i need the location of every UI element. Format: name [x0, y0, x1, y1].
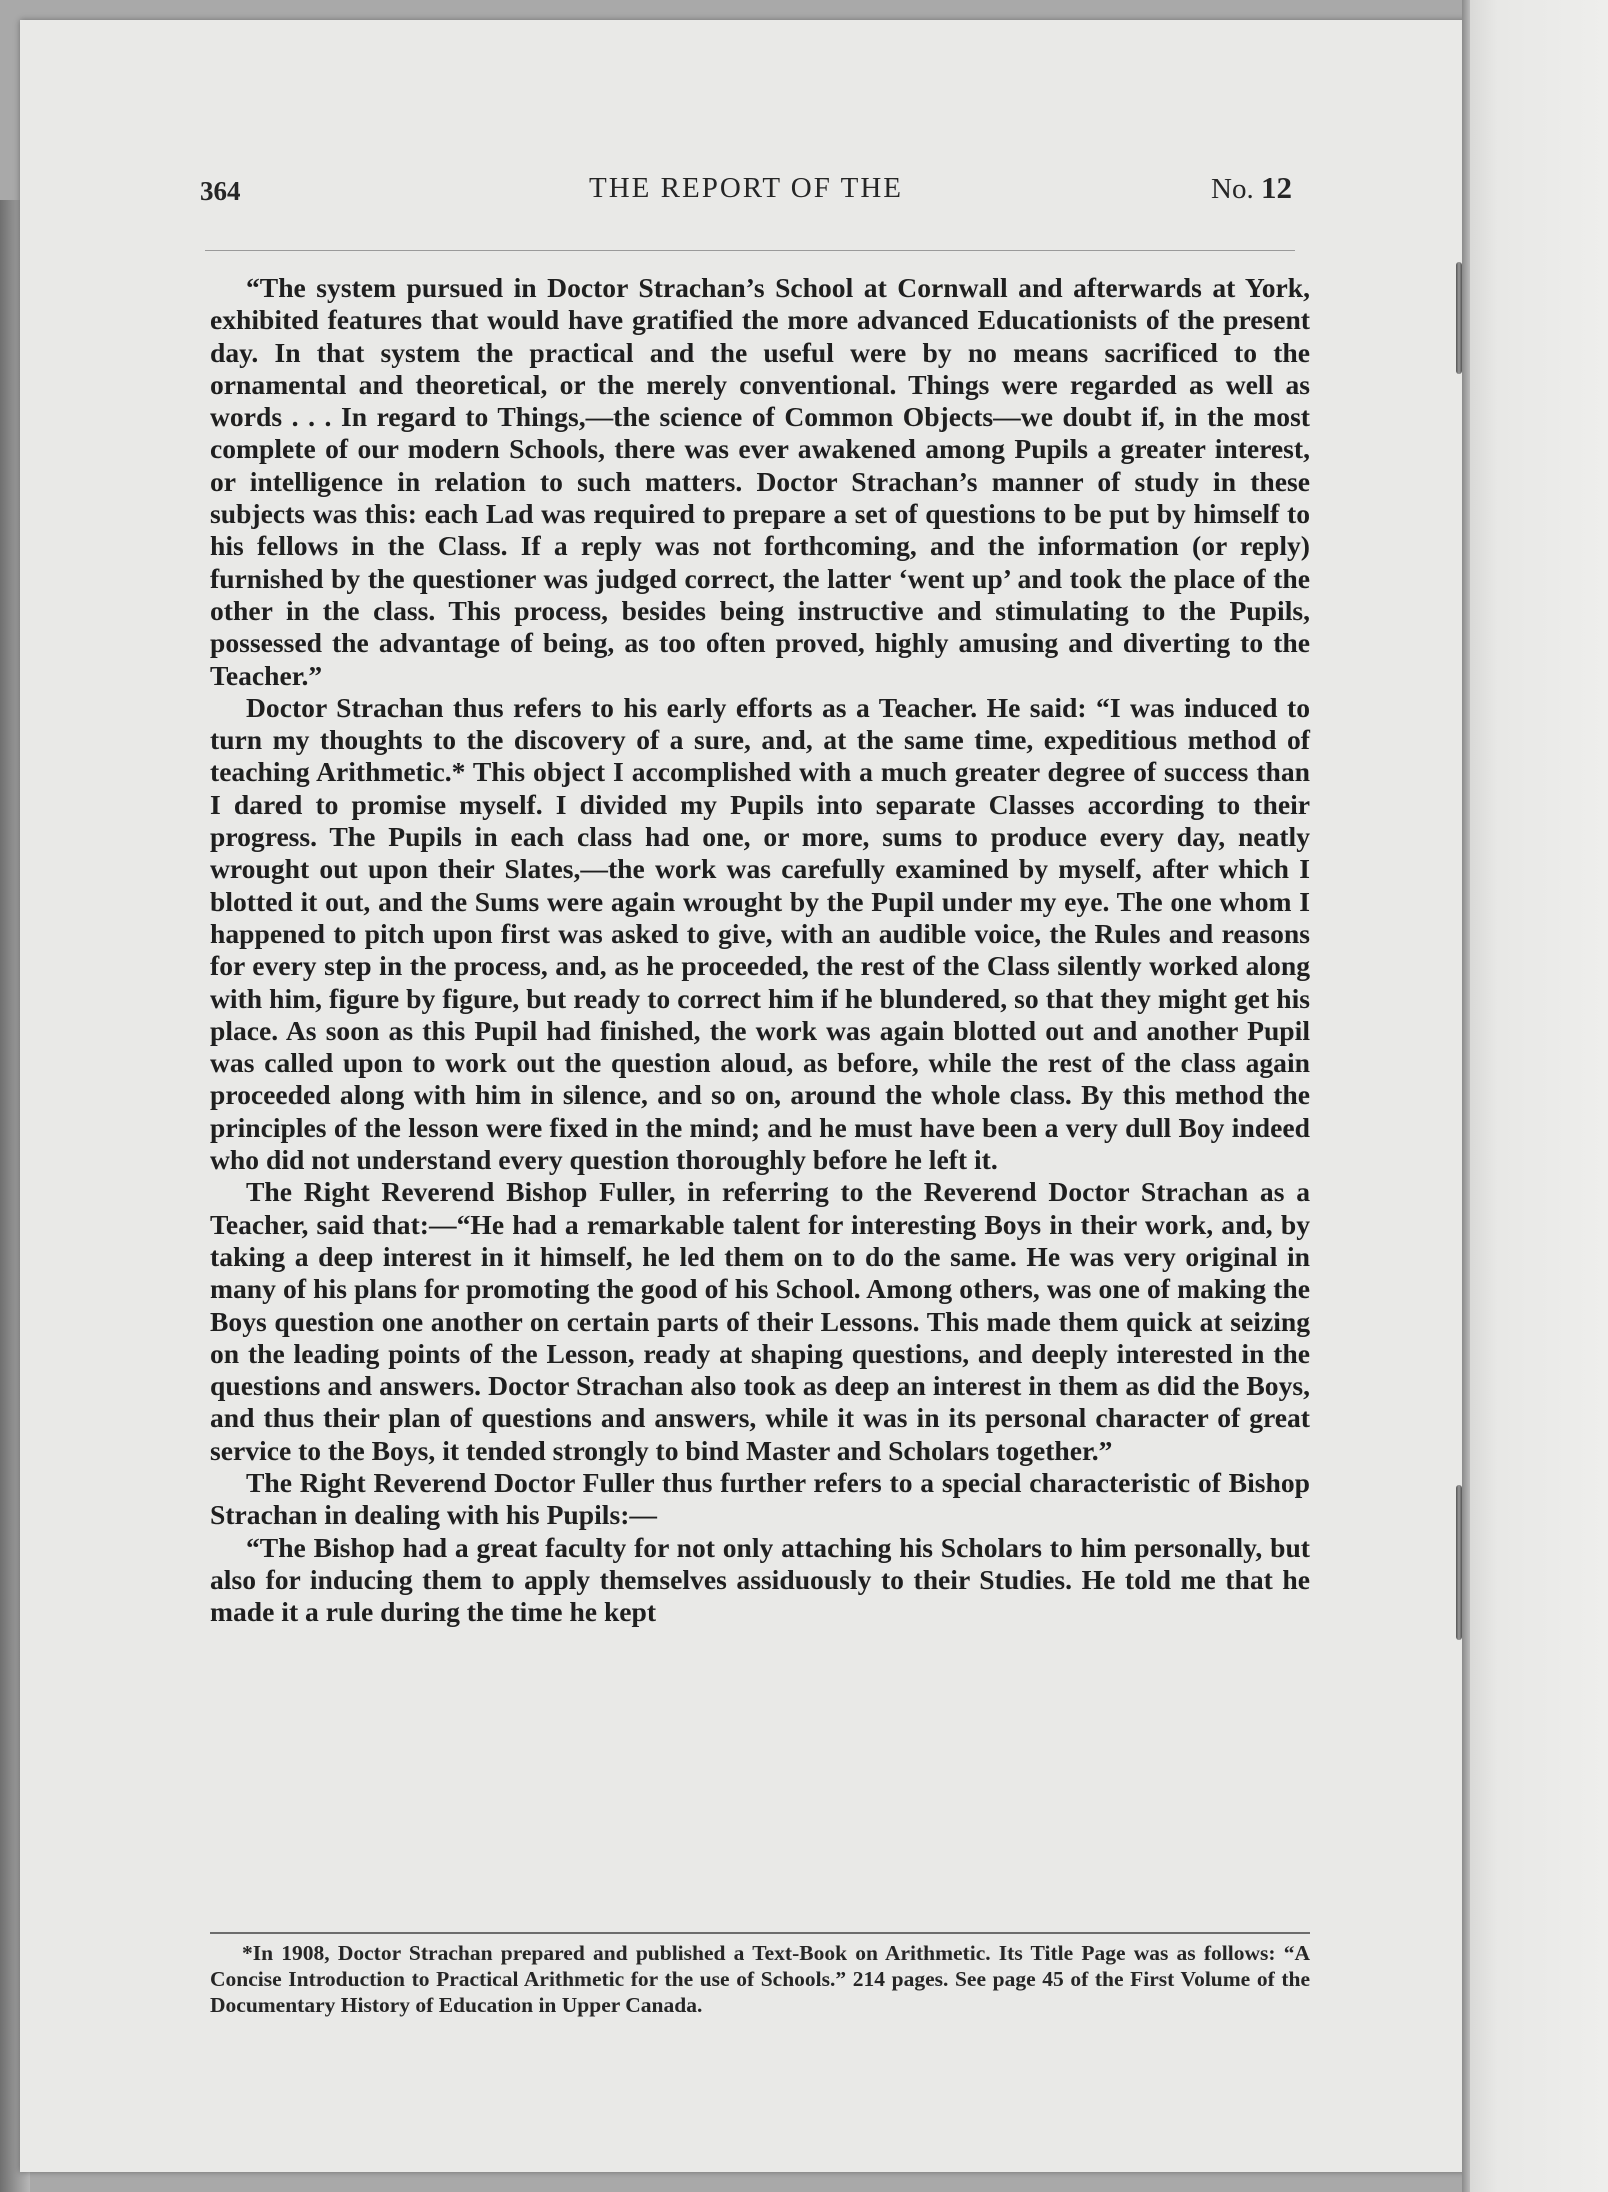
footnote-text: *In 1908, Doctor Strachan prepared and published a Text-Book on Arithmetic. Its Title Page was as follows: “A Concise Introduction to Practical Arithmetic for the use of Schools.” 214 pages. See page 45 of the First Volume of the Documentary History of Education in Upper Canada.: [210, 1941, 1310, 2017]
binding-mark: [1456, 1485, 1462, 1640]
binding-mark: [1456, 262, 1462, 374]
paragraph: The Right Reverend Doctor Fuller thus further refers to a special characteristic of Bishop Strachan in dealing with his Pupils:—: [210, 1466, 1310, 1531]
paragraph: “The system pursued in Doctor Strachan’s School at Cornwall and afterwards at York, exhibited features that would have gratified the more advanced Educationists of the present day. In that system the practical and the useful were by no means sacrificed to the ornamental and theoretical, or the merely conventional. Things were regarded as well as words . . . In regard to Things,—the science of Common Objects—we doubt if, in the most complete of our modern Schools, there was ever awakened among Pupils a greater interest, or intelligence in relation to such matters. Doctor Strachan’s manner of study in these subjects was this: each Lad was required to prepare a set of questions to be put by himself to his fellows in the Class. If a reply was not forthcoming, and the information (or reply) furnished by the questioner was judged correct, the latter ‘went up’ and took the place of the other in the class. This process, besides being instructive and stimulating to the Pupils, possessed the advantage of being, as too often proved, highly amusing and diverting to the Teacher.”: [210, 272, 1310, 691]
report-prefix: No.: [1211, 173, 1254, 205]
facing-page-edge: [1470, 0, 1608, 2192]
body-text: [210, 272, 1310, 1628]
paragraph: The Right Reverend Bishop Fuller, in referring to the Reverend Doctor Strachan as a Teacher, said that:—“He had a remarkable talent for interesting Boys in their work, and, by taking a deep interest in it himself, he led them on to do the same. He was very original in many of his plans for promoting the good of his School. Among others, was one of making the Boys question one another on certain parts of their Lessons. This made them quick at seizing on the leading points of the Lesson, ready at shaping questions, and deeply interested in the questions and answers. Doctor Strachan also took as deep an interest in them as did the Boys, and thus their plan of questions and answers, while it was in its personal character of great service to the Boys, it tended strongly to bind Master and Scholars together.”: [210, 1176, 1310, 1466]
running-title: THE REPORT OF THE: [589, 172, 903, 204]
footnote-rule: [210, 1932, 1310, 1934]
report-number-value: 12: [1261, 170, 1292, 205]
report-number: [1211, 170, 1292, 206]
header-rule: [205, 250, 1295, 251]
running-header: [200, 168, 1292, 214]
paragraph: “The Bishop had a great faculty for not only attaching his Scholars to him personally, but also for inducing them to apply themselves assiduously to their Studies. He told me that he made it a rule during the time he kept: [210, 1531, 1310, 1628]
paragraph: Doctor Strachan thus refers to his early efforts as a Teacher. He said: “I was induced to turn my thoughts to the discovery of a sure, and, at the same time, expeditious method of teaching Arithmetic.* This object I accomplished with a much greater degree of success than I dared to promise myself. I divided my Pupils into separate Classes according to their progress. The Pupils in each class had one, or more, sums to produce every day, neatly wrought out upon their Slates,—the work was carefully examined by myself, after which I blotted it out, and the Sums were again wrought by the Pupil under my eye. The one whom I happened to pitch upon first was asked to give, with an audible voice, the Rules and reasons for every step in the process, and, as he proceeded, the rest of the Class silently worked along with him, figure by figure, but ready to correct him if he blundered, so that they might get his place. As soon as this Pupil had finished, the work was again blotted out and another Pupil was called upon to work out the question aloud, as before, while the rest of the class again proceeded along with him in silence, and so on, around the whole class. By this method the principles of the lesson were fixed in the mind; and he must have been a very dull Boy indeed who did not understand every question thoroughly before he left it.: [210, 691, 1310, 1176]
page-number: 364: [200, 176, 241, 206]
footnote: [210, 1940, 1310, 2018]
